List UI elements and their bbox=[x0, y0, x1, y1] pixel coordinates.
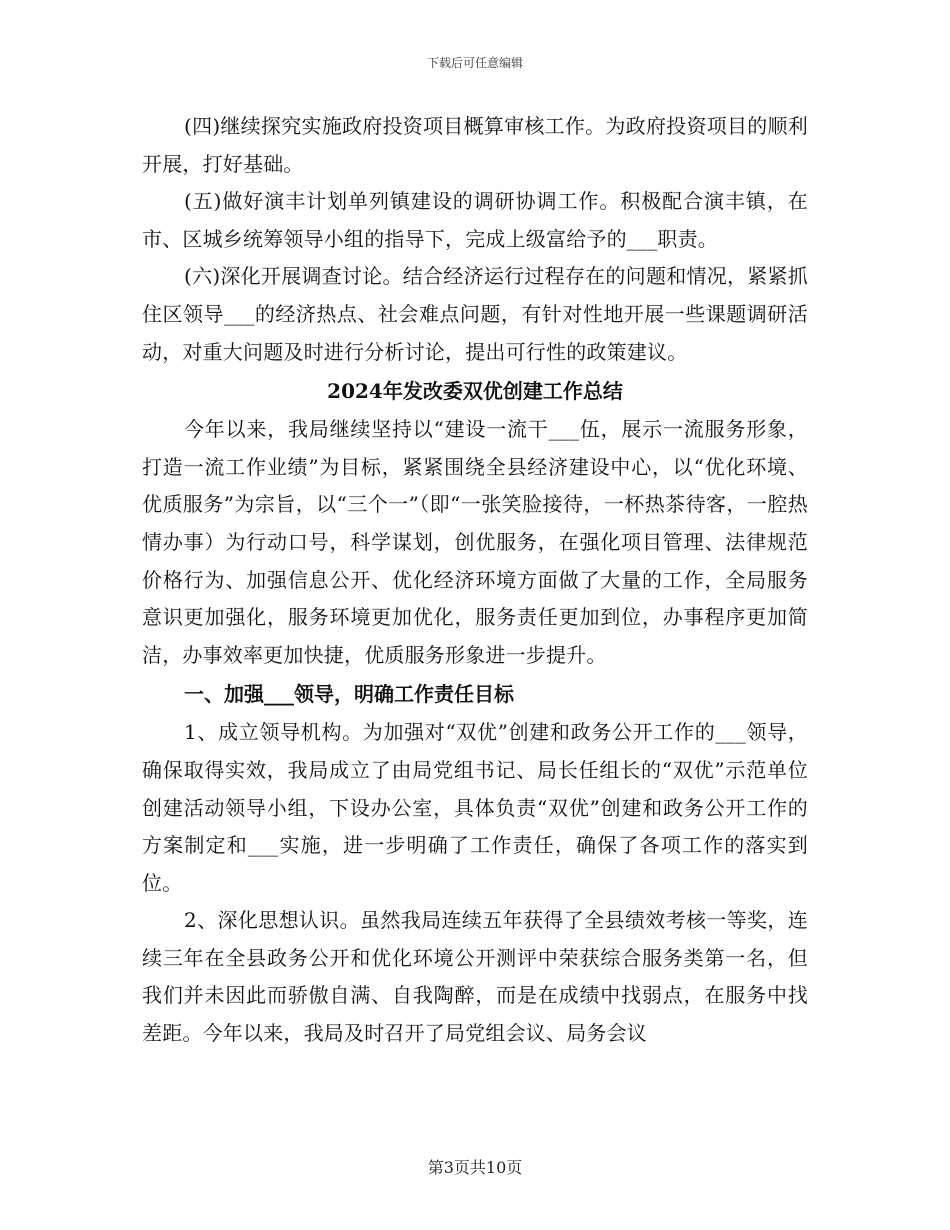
section-item-1: 1、成立领导机构。为加强对“双优”创建和政务公开工作的___领导，确保取得实效，我局成立了由局党组书记、局长任组长的“双优”示范单位创建活动领导小组，下设办公室，具体负责“双优”创建和政务公开工作的方案制定和___实施，进一步明确了工作责任，确保了各项工作的落实到位。 bbox=[142, 720, 808, 895]
document-body bbox=[142, 108, 808, 1053]
paragraph-item-6: (六)深化开展调查讨论。结合经济运行过程存在的问题和情况，紧紧抓住区领导___的经济热点、社会难点问题，有针对性地开展一些课题调研活动，对重大问题及时进行分析讨论，提出可行性的政策建议。 bbox=[142, 264, 808, 364]
page-footer: 第3页共10页 bbox=[427, 1158, 523, 1177]
article-intro: 今年以来，我局继续坚持以“建设一流干___伍，展示一流服务形象，打造一流工作业绩”为目标，紧紧围绕全县经济建设中心，以“优化环境、优质服务”为宗旨，以“三个一”（即“一张笑脸接待，一杯热茶待客，一腔热情办事）为行动口号，科学谋划，创优服务，在强化项目管理、法律规范价格行为、加强信息公开、优化经济环境方面做了大量的工作，全局服务意识更加强化，服务环境更加优化，服务责任更加到位，办事程序更加简洁，办事效率更加快捷，优质服务形象进一步提升。 bbox=[142, 417, 808, 667]
page-header: 下载后可任意编辑 bbox=[426, 56, 523, 70]
section-heading-1: 一、加强___领导，明确工作责任目标 bbox=[184, 682, 514, 707]
paragraph-item-4: (四)继续探究实施政府投资项目概算审核工作。为政府投资项目的顺利开展，打好基础。 bbox=[142, 114, 808, 176]
paragraph-item-5: (五)做好演丰计划单列镇建设的调研协调工作。积极配合演丰镇，在市、区城乡统筹领导小组的指导下，完成上级富给予的___职责。 bbox=[142, 189, 808, 251]
section-item-2: 2、深化思想认识。虽然我局连续五年获得了全县绩效考核一等奖，连续三年在全县政务公开和优化环境公开测评中荣获综合服务类第一名，但我们并未因此而骄傲自满、自我陶醉，而是在成绩中找弱点，在服务中找差距。今年以来，我局及时召开了局党组会议、局务会议 bbox=[142, 908, 808, 1046]
article-title: 2024年发改委双优创建工作总结 bbox=[327, 379, 623, 404]
